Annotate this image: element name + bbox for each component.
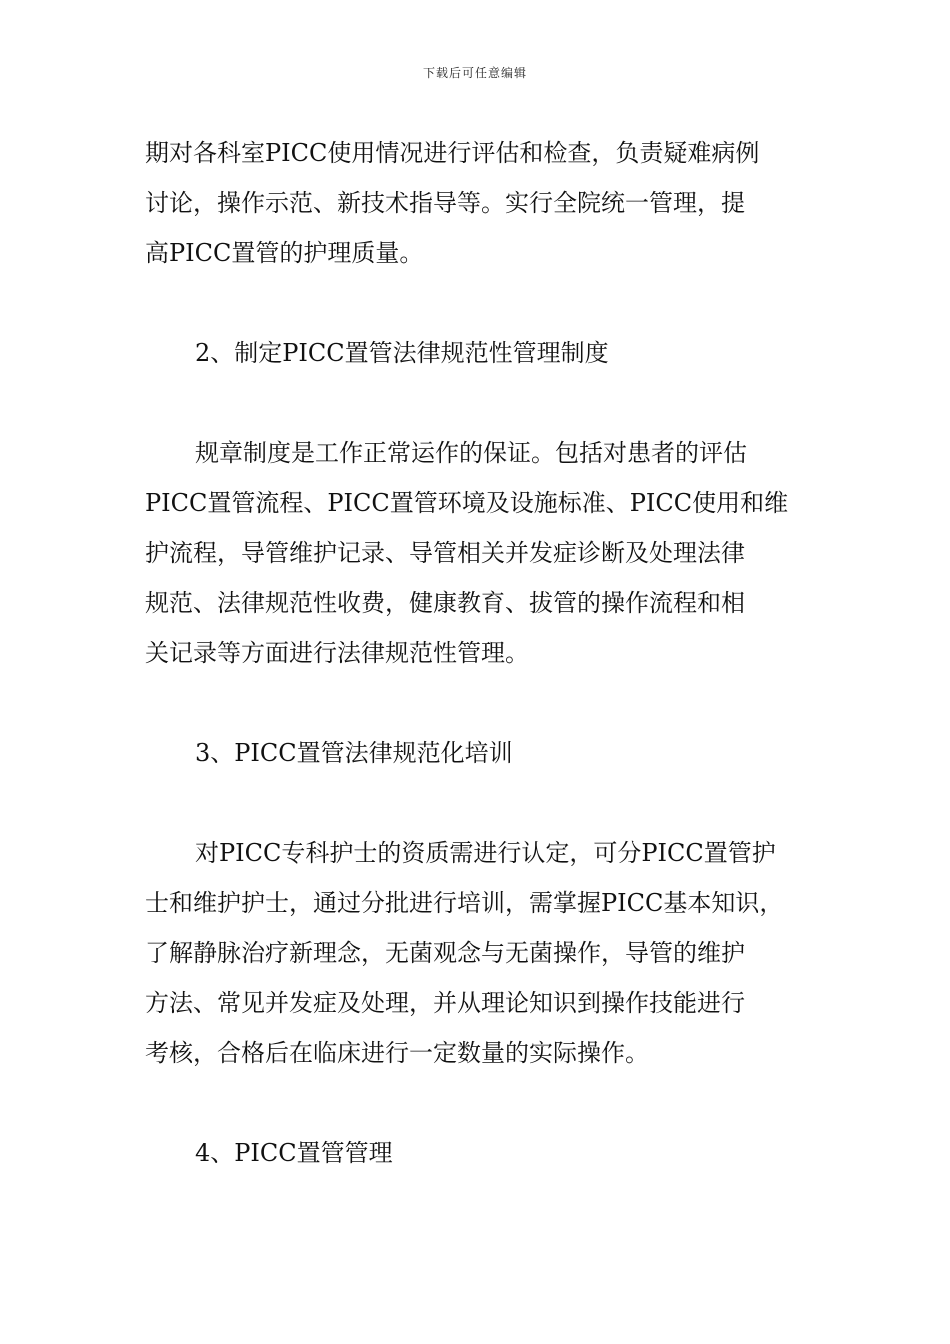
paragraph-line: 讨论，操作示范、新技术指导等。实行全院统一管理，提 [145,189,745,217]
section-heading-2: 2、制定PICC置管法律规范性管理制度 [195,339,609,367]
spacer [145,278,815,328]
paragraph-line: 了解静脉治疗新理念，无菌观念与无菌操作，导管的维护 [145,939,745,967]
paragraph-line: 考核，合格后在临床进行一定数量的实际操作。 [145,1039,649,1067]
spacer [145,778,815,828]
section-heading-4: 4、PICC置管管理 [195,1139,393,1167]
paragraph-line: 关记录等方面进行法律规范性管理。 [145,639,529,667]
spacer [145,678,815,728]
paragraph-3 [145,828,815,1078]
paragraph-line: 对PICC专科护士的资质需进行认定，可分PICC置管护 [195,839,776,867]
paragraph-line: 护流程，导管维护记录、导管相关并发症诊断及处理法律 [145,539,745,567]
paragraph-line: 高PICC置管的护理质量。 [145,239,424,267]
paragraph-line: 期对各科室PICC使用情况进行评估和检查，负责疑难病例 [145,139,760,167]
paragraph-line: 规章制度是工作正常运作的保证。包括对患者的评估 [195,439,747,467]
paragraph-line: 士和维护护士，通过分批进行培训，需掌握PICC基本知识， [145,889,784,917]
paragraph-2 [145,428,815,678]
page-header: 下载后可任意编辑 [422,66,527,80]
section-heading-3: 3、PICC置管法律规范化培训 [195,739,513,767]
document-body [145,128,815,1178]
spacer [145,1078,815,1128]
paragraph-1 [145,128,815,278]
paragraph-line: 规范、法律规范性收费，健康教育、拔管的操作流程和相 [145,589,745,617]
paragraph-line: PICC置管流程、PICC置管环境及设施标准、PICC使用和维 [145,489,789,517]
paragraph-line: 方法、常见并发症及处理，并从理论知识到操作技能进行 [145,989,745,1017]
spacer [145,378,815,428]
